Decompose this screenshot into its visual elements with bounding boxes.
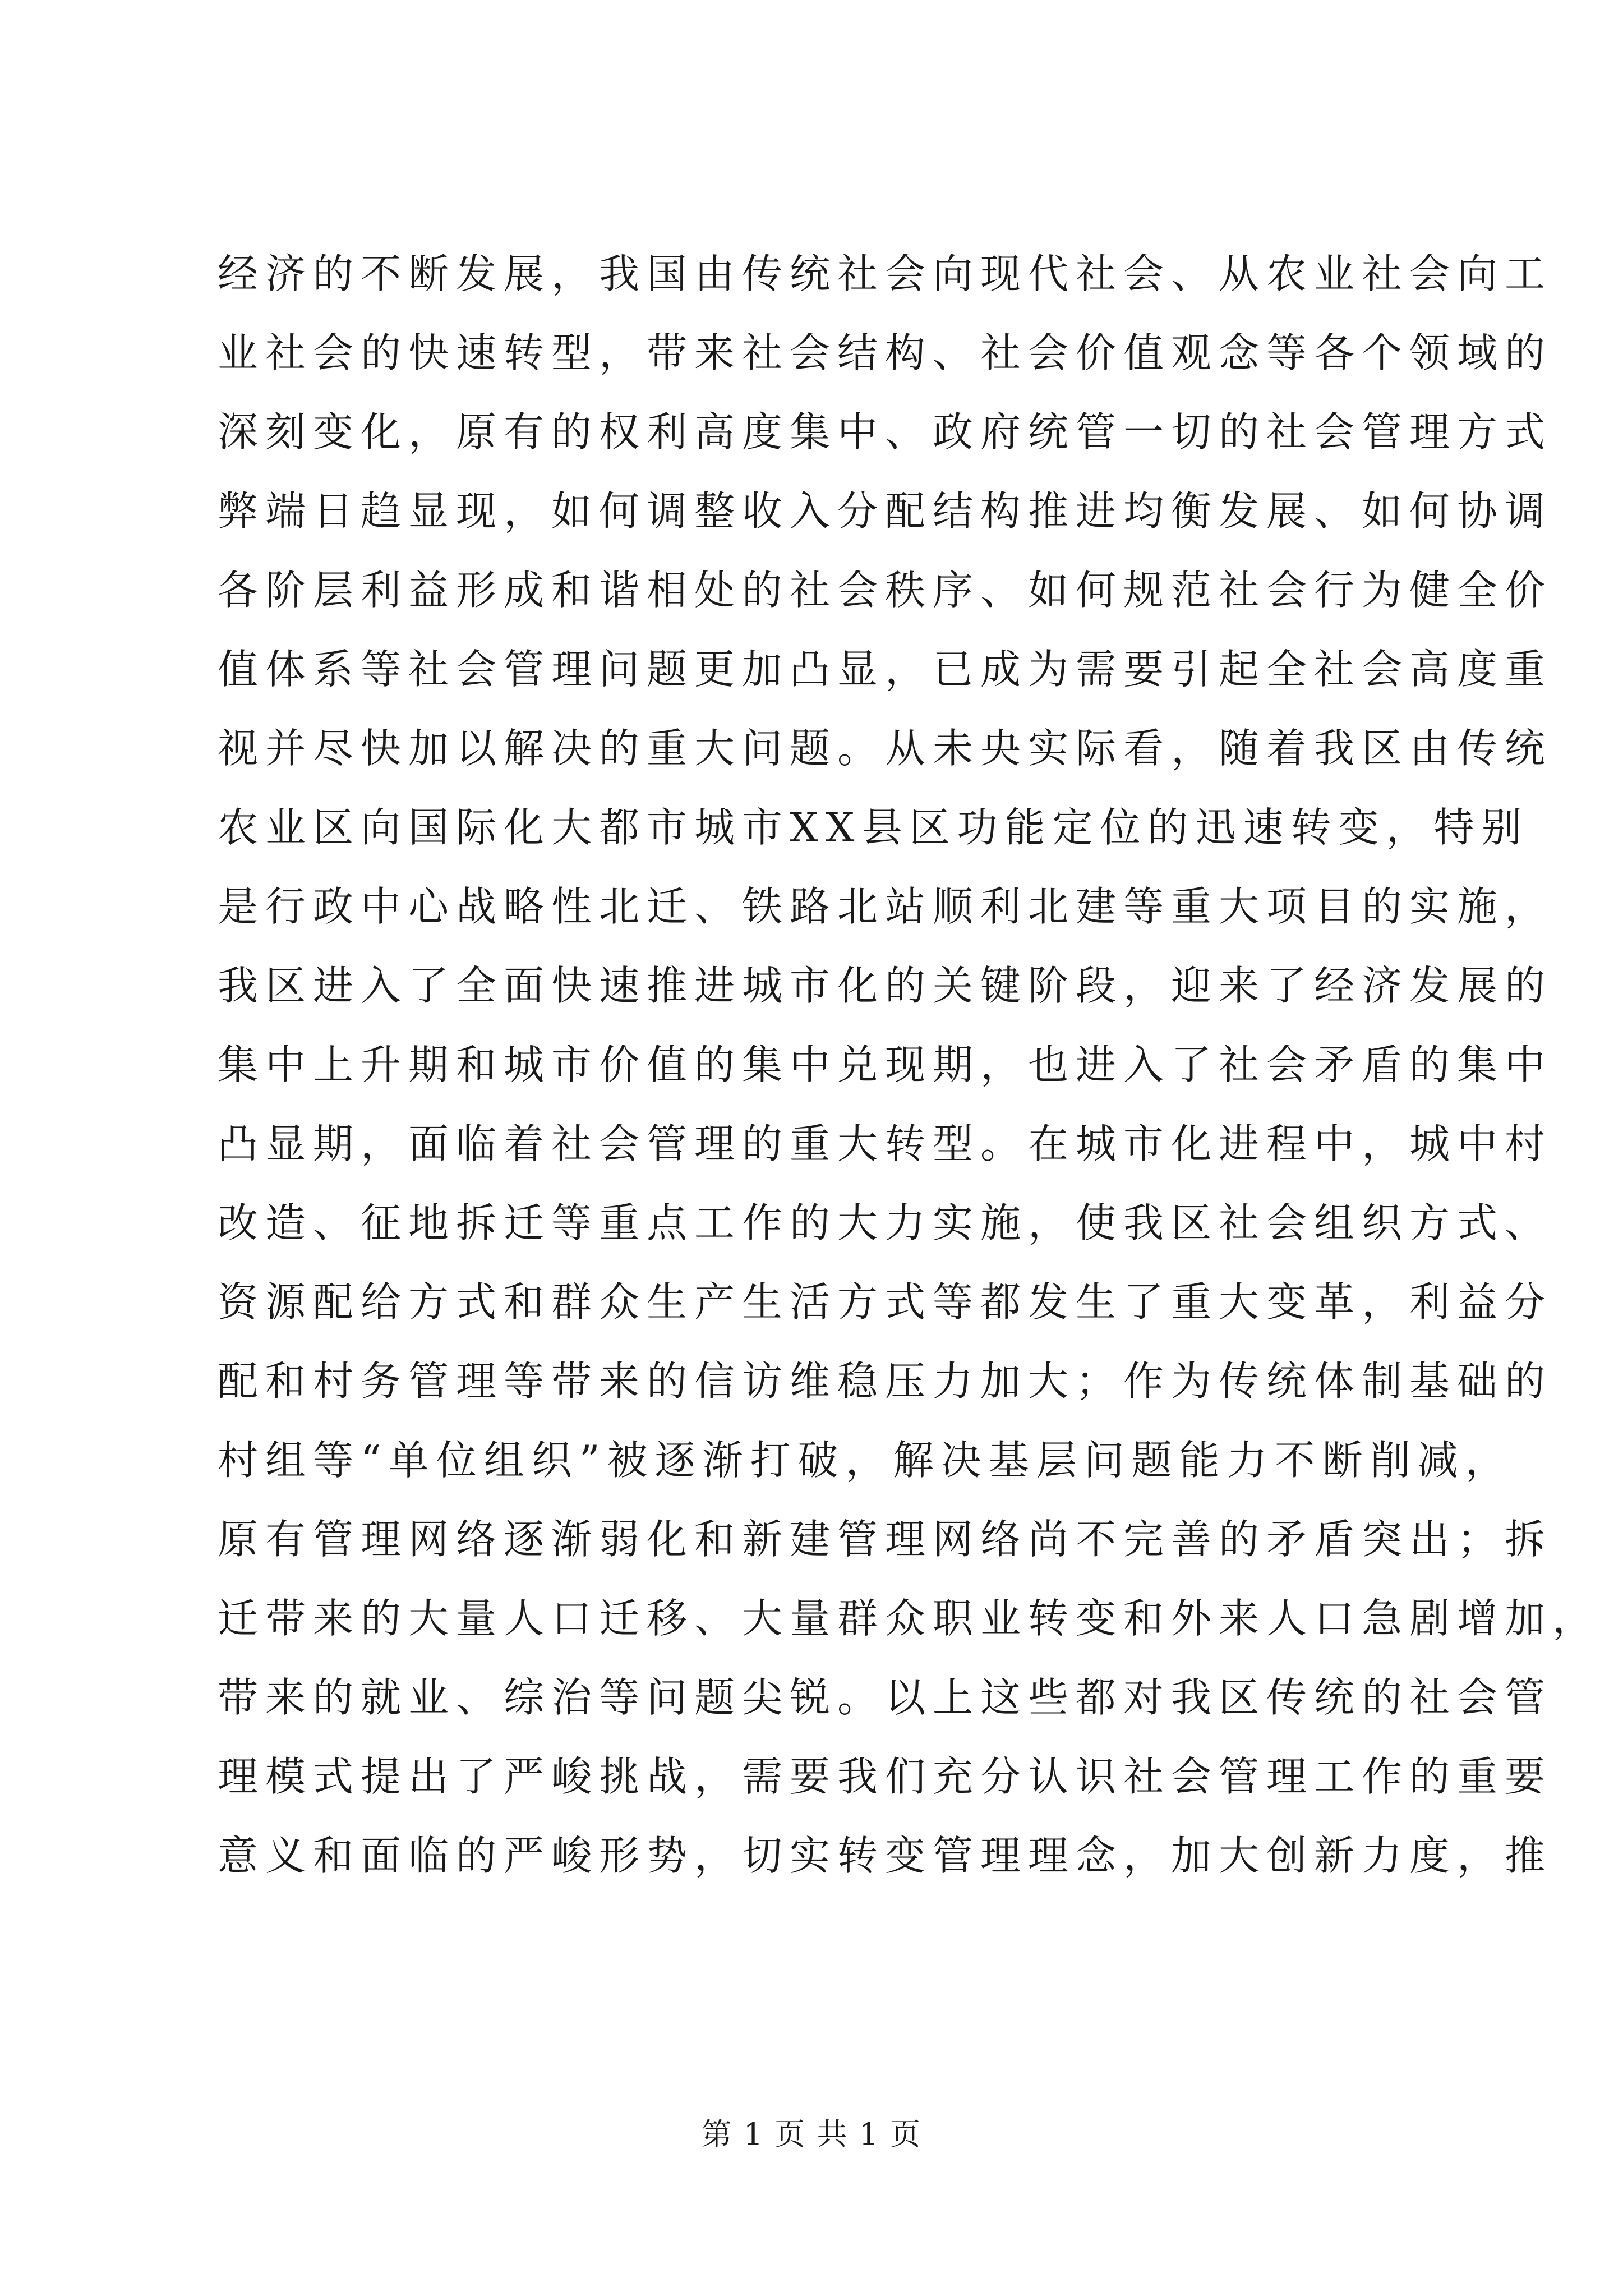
page-number-footer: 第 1 页 共 1 页 [701,2116,922,2152]
body-line: 凸显期，面临着社会管理的重大转型。在城市化进程中，城中村 [218,1120,1553,1167]
body-line: 我区进入了全面快速推进城市化的关键阶段，迎来了经济发展的 [218,962,1553,1009]
body-line: 原有管理网络逐渐弱化和新建管理网络尚不完善的矛盾突出；拆 [218,1516,1553,1563]
body-line: 迁带来的大量人口迁移、大量群众职业转变和外来人口急剧增加， [218,1595,1601,1642]
body-line: 弊端日趋显现，如何调整收入分配结构推进均衡发展、如何协调 [218,487,1553,535]
body-line: 资源配给方式和群众生产生活方式等都发生了重大变革，利益分 [218,1278,1553,1326]
body-line: 是行政中心战略性北迁、铁路北站顺利北建等重大项目的实施， [218,883,1553,930]
body-line: 意义和面临的严峻形势，切实转变管理理念，加大创新力度，推 [218,1832,1553,1879]
body-line: 深刻变化，原有的权利高度集中、政府统管一切的社会管理方式 [218,408,1553,455]
body-line: 农业区向国际化大都市城市XX县区功能定位的迅速转变，特别 [218,804,1529,851]
body-line: 业社会的快速转型，带来社会结构、社会价值观念等各个领域的 [218,329,1553,376]
body-line: 村组等“单位组织”被逐渐打破，解决基层问题能力不断削减， [218,1437,1513,1484]
body-line: 带来的就业、综治等问题尖锐。以上这些都对我区传统的社会管 [218,1674,1553,1721]
body-line: 改造、征地拆迁等重点工作的大力实施，使我区社会组织方式、 [218,1199,1553,1246]
body-line: 配和村务管理等带来的信访维稳压力加大；作为传统体制基础的 [218,1358,1553,1405]
body-line: 视并尽快加以解决的重大问题。从未央实际看，随着我区由传统 [218,725,1553,772]
body-text [218,234,1601,1895]
body-line: 经济的不断发展，我国由传统社会向现代社会、从农业社会向工 [218,250,1553,297]
body-line: 理模式提出了严峻挑战，需要我们充分认识社会管理工作的重要 [218,1753,1553,1800]
body-line: 集中上升期和城市价值的集中兑现期，也进入了社会矛盾的集中 [218,1041,1553,1088]
body-line: 各阶层利益形成和谐相处的社会秩序、如何规范社会行为健全价 [218,567,1553,614]
body-line: 值体系等社会管理问题更加凸显，已成为需要引起全社会高度重 [218,646,1553,693]
